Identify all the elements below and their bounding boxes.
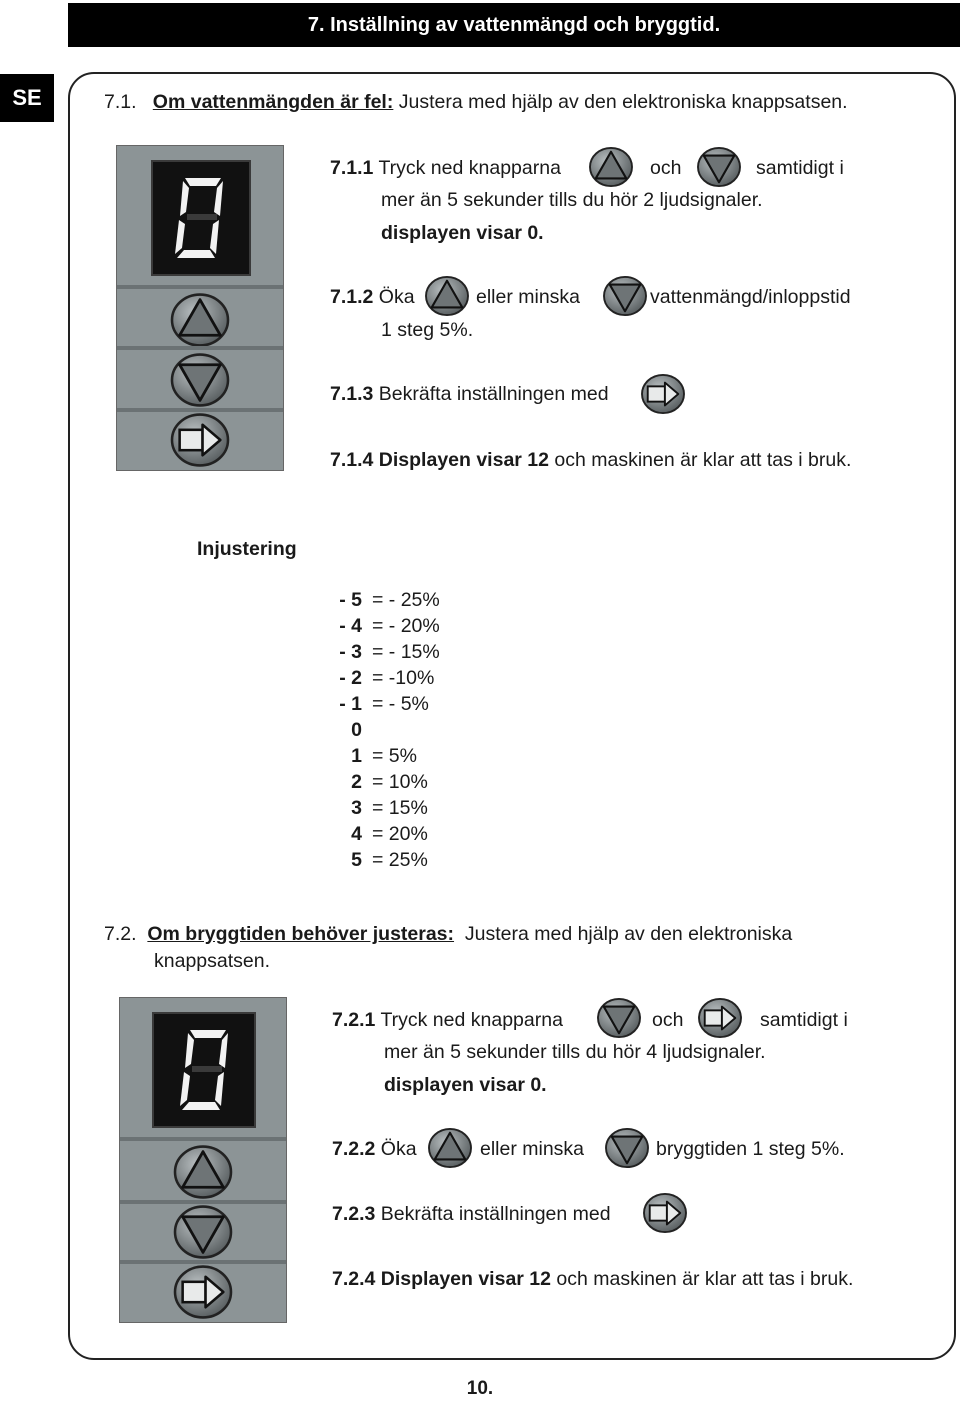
language-tab: SE — [0, 74, 54, 122]
adjustment-step: 4 — [351, 823, 362, 845]
page-title: 7. Inställning av vattenmängd och bryggtid. — [307, 14, 721, 36]
step-text: displayen visar 0. — [384, 1074, 547, 1096]
adjustment-step: 3 — [351, 797, 362, 819]
step-7-1-4: 7.1.4 Displayen visar 12 och maskinen är klar att tas i bruk. — [330, 449, 852, 471]
digit-display — [151, 160, 251, 276]
seven-segment-digit-icon — [176, 1024, 236, 1114]
enter-button[interactable] — [170, 1264, 236, 1320]
adjustment-percent: = - 25% — [372, 589, 440, 611]
step-text: samtidigt i — [756, 157, 844, 179]
step-7-2-1: 7.2.1 Tryck ned knapparna — [332, 1009, 563, 1031]
adjustment-percent: = - 5% — [372, 693, 429, 715]
up-button[interactable] — [167, 292, 233, 348]
adjustment-step: - 3 — [339, 641, 362, 663]
adjustment-step: - 2 — [339, 667, 362, 689]
adjustment-title: Injustering — [197, 538, 297, 560]
panel-divider — [117, 346, 283, 350]
triangle-down-button-icon — [596, 997, 642, 1039]
step-text: samtidigt i — [760, 1009, 848, 1031]
step-text: eller minska — [476, 286, 581, 308]
step-text: displayen visar 0. — [381, 222, 544, 244]
triangle-down-button-icon — [604, 1127, 650, 1169]
triangle-up-button-icon — [424, 275, 470, 317]
adjustment-percent: = - 15% — [372, 641, 440, 663]
adjustment-step: - 1 — [339, 693, 362, 715]
step-text: eller minska — [480, 1138, 585, 1160]
step-text: vattenmängd/inloppstid — [650, 286, 851, 308]
section-7-1-heading: 7.1. Om vattenmängden är fel: Justera med hjälp av den elektroniska knappsatsen. — [104, 91, 848, 113]
adjustment-step: 2 — [351, 771, 362, 793]
panel-divider — [117, 285, 283, 289]
seven-segment-digit-icon — [171, 172, 231, 262]
step-7-1-3: 7.1.3 Bekräfta inställningen med — [330, 383, 609, 405]
enter-arrow-button-icon — [642, 1192, 688, 1234]
step-text: och — [652, 1009, 684, 1031]
panel-divider — [120, 1137, 286, 1141]
adjustment-step: - 5 — [339, 589, 362, 611]
triangle-up-button-icon — [427, 1127, 473, 1169]
step-text: mer än 5 sekunder tills du hör 2 ljudsignaler. — [381, 189, 763, 211]
step-7-2-4: 7.2.4 Displayen visar 12 och maskinen är klar att tas i bruk. — [332, 1268, 854, 1290]
enter-button[interactable] — [167, 412, 233, 468]
step-text: mer än 5 sekunder tills du hör 4 ljudsignaler. — [384, 1041, 766, 1063]
adjustment-percent: = 5% — [372, 745, 417, 767]
page-number: 10. — [466, 1378, 494, 1399]
step-text: bryggtiden 1 steg 5%. — [656, 1138, 845, 1160]
enter-arrow-button-icon — [640, 373, 686, 415]
step-7-1-2: 7.1.2 Öka — [330, 286, 415, 308]
triangle-down-button-icon — [602, 275, 648, 317]
adjustment-percent: = 20% — [372, 823, 428, 845]
adjustment-step: 5 — [351, 849, 362, 871]
adjustment-percent: = - 20% — [372, 615, 440, 637]
step-text: och — [650, 157, 682, 179]
up-button[interactable] — [170, 1144, 236, 1200]
adjustment-step: - 4 — [339, 615, 362, 637]
adjustment-step: 0 — [351, 719, 362, 741]
digit-display — [152, 1012, 256, 1128]
keypad-panel-1 — [116, 145, 284, 471]
adjustment-percent: = -10% — [372, 667, 435, 689]
adjustment-percent: = 10% — [372, 771, 428, 793]
down-button[interactable] — [170, 1204, 236, 1260]
header-bar — [68, 3, 960, 47]
down-button[interactable] — [167, 352, 233, 408]
enter-arrow-button-icon — [697, 997, 743, 1039]
section-7-2-text: knappsatsen. — [154, 950, 271, 972]
step-7-2-3: 7.2.3 Bekräfta inställningen med — [332, 1203, 611, 1225]
step-text: 1 steg 5%. — [381, 319, 474, 341]
step-7-2-2: 7.2.2 Öka — [332, 1138, 417, 1160]
step-7-1-1: 7.1.1 Tryck ned knapparna — [330, 157, 561, 179]
adjustment-step: 1 — [351, 745, 362, 767]
section-7-2-heading: 7.2. Om bryggtiden behöver justeras: Justera med hjälp av den elektroniska — [104, 923, 793, 945]
triangle-down-button-icon — [696, 146, 742, 188]
keypad-panel-2 — [119, 997, 287, 1323]
triangle-up-button-icon — [588, 146, 634, 188]
adjustment-percent: = 25% — [372, 849, 428, 871]
adjustment-percent: = 15% — [372, 797, 428, 819]
